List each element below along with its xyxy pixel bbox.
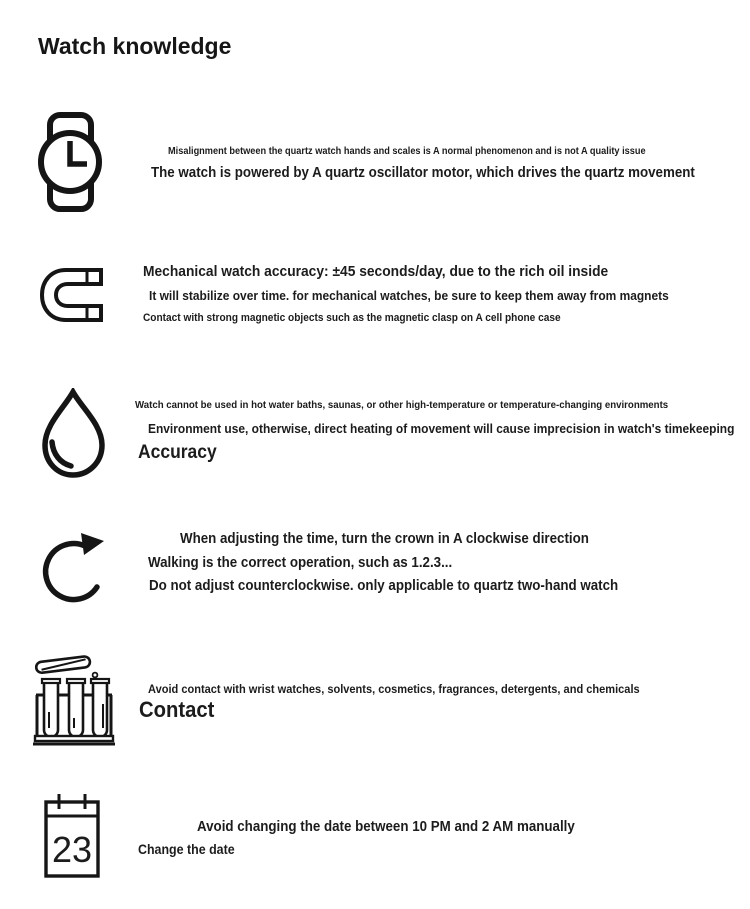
- test-tubes-icon: [32, 652, 116, 746]
- walking-operation-line: Walking is the correct operation, such as 1.2.3...: [148, 555, 453, 571]
- magnet-line-accuracy: Mechanical watch accuracy: ±45 seconds/day, due to the rich oil inside: [143, 263, 609, 280]
- heat-warning-line: Watch cannot be used in hot water baths, saunas, or other high-temperature or temperature-changing environments: [135, 399, 669, 411]
- magnet-line-contact: Contact with strong magnetic objects such as the magnetic clasp on A cell phone case: [143, 312, 561, 324]
- magnet-line-stabilize: It will stabilize over time. for mechanical watches, be sure to keep them away from magnets: [149, 288, 669, 303]
- crown-clockwise-line: When adjusting the time, turn the crown in A clockwise direction: [180, 531, 589, 547]
- calendar-icon: [42, 792, 102, 880]
- quartz-note-line: Misalignment between the quartz watch hands and scales is A normal phenomenon and is not A quality issue: [168, 146, 646, 157]
- wristwatch-icon: [36, 112, 104, 212]
- contact-label: Contact: [139, 697, 215, 722]
- date-change-warning-line: Avoid changing the date between 10 PM and 2 AM manually: [197, 819, 575, 835]
- change-date-label: Change the date: [138, 842, 235, 857]
- heat-environment-line: Environment use, otherwise, direct heating of movement will cause imprecision in watch's timekeeping: [148, 421, 735, 436]
- chemicals-warning-line: Avoid contact with wrist watches, solvents, cosmetics, fragrances, detergents, and chemicals: [148, 682, 640, 696]
- water-drop-icon: [40, 388, 107, 478]
- accuracy-label: Accuracy: [138, 442, 217, 463]
- calendar-day-number: 23: [51, 829, 93, 870]
- counterclockwise-warning-line: Do not adjust counterclockwise. only applicable to quartz two-hand watch: [149, 578, 619, 594]
- clockwise-arrow-icon: [38, 528, 108, 606]
- magnet-icon: [38, 266, 104, 324]
- page-title: Watch knowledge: [38, 33, 232, 59]
- quartz-main-line: The watch is powered by A quartz oscillator motor, which drives the quartz movement: [151, 165, 695, 181]
